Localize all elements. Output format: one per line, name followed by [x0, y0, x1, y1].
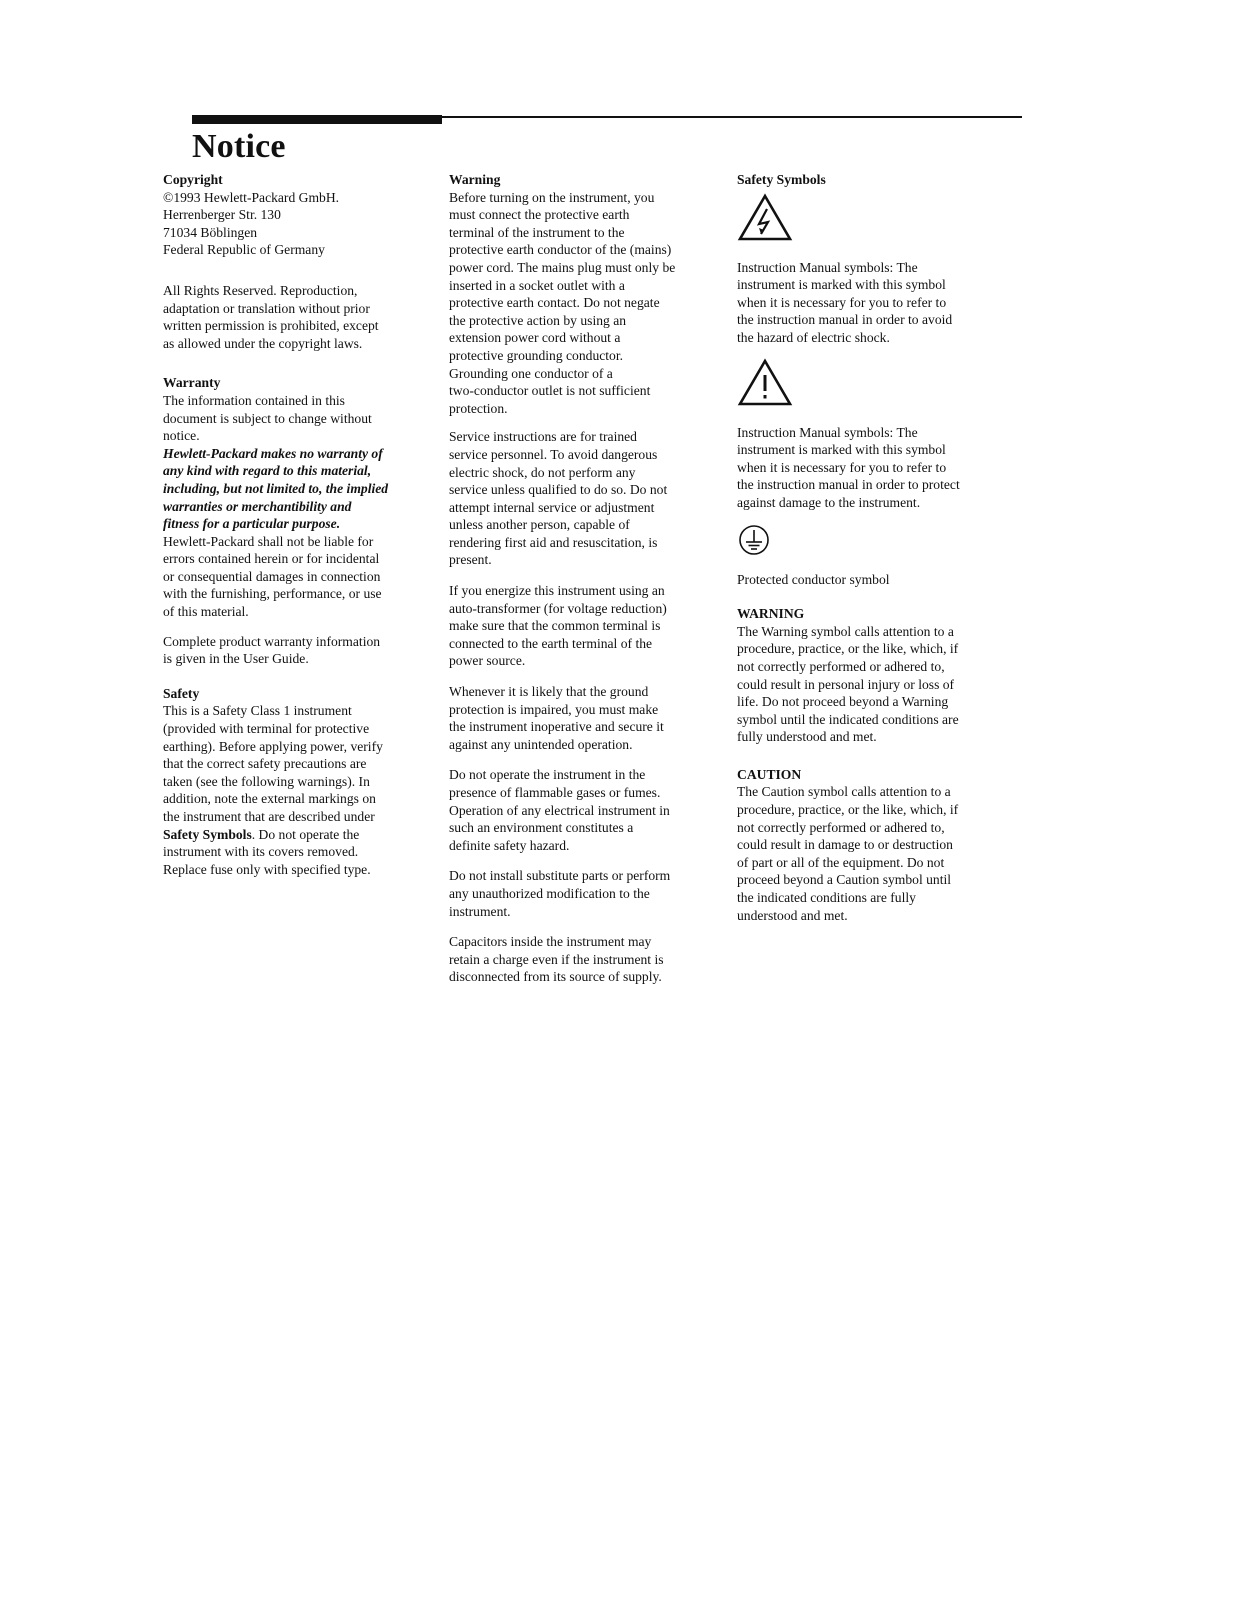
column-right: [737, 171, 1022, 935]
flammable-line: presence of flammable gases or fumes.: [449, 785, 661, 800]
warning-definition-line: The Warning symbol calls attention to a: [737, 623, 954, 639]
service-line: rendering first aid and resuscitation, is: [449, 534, 658, 550]
exclamation-warning-icon: [737, 358, 793, 408]
flammable-line: definite safety hazard.: [449, 837, 570, 853]
warranty-disclaimer-line: any kind with regard to this material,: [163, 463, 372, 479]
shock-symbol-description: [737, 259, 1022, 347]
warranty-disclaimer-line: including, but not limited to, the implied: [163, 480, 389, 496]
warranty-line: Hewlett-Packard shall not be liable for: [163, 533, 374, 549]
caution-definition-section: [737, 766, 1022, 924]
ground-protection-line: the instrument inoperative and secure it: [449, 719, 664, 735]
warning-line: protective earth contact. Do not negate: [449, 295, 660, 311]
warning-definition-line: life. Do not proceed beyond a Warning: [737, 694, 949, 710]
shock-symbol-line: Instruction Manual symbols: The: [737, 259, 918, 275]
safety-line: (provided with terminal for protective: [163, 721, 370, 737]
autotransformer-line: If you energize this instrument using an: [449, 583, 665, 599]
service-line: service personnel. To avoid dangerous: [449, 446, 658, 462]
rights-paragraph: [163, 282, 443, 352]
warranty-info-line: is given in the User Guide.: [163, 651, 309, 667]
warranty-disclaimer-line: Hewlett-Packard makes no warranty of: [163, 445, 383, 461]
warning-section: [449, 171, 734, 417]
page-title: Notice: [192, 128, 286, 165]
address-street: Herrenberger Str. 130: [163, 207, 281, 223]
caution-definition-line: The Caution symbol calls attention to a: [737, 784, 951, 800]
warning-definition-line: fully understood and met.: [737, 729, 877, 745]
autotransformer-line: auto-transformer (for voltage reduction): [449, 600, 667, 616]
ground-symbol-label: [737, 571, 1022, 589]
header-rule-thin: [192, 116, 1022, 118]
warning-definition-line: procedure, practice, or the like, which, if: [737, 641, 959, 657]
caution-symbol-line: against damage to the instrument.: [737, 494, 921, 510]
address-country: Federal Republic of Germany: [163, 242, 325, 258]
address-city: 71034 Böblingen: [163, 224, 258, 240]
warning-definition-line: not correctly performed or adhered to,: [737, 658, 945, 674]
caution-definition-line: could result in damage to or destruction: [737, 837, 953, 853]
service-line: electric shock, do not perform any: [449, 464, 636, 480]
autotransformer-line: make sure that the common terminal is: [449, 618, 661, 634]
substitute-parts-line: instrument.: [449, 903, 511, 919]
caution-definition-line: not correctly performed or adhered to,: [737, 819, 945, 835]
rights-line: written permission is prohibited, except: [163, 318, 379, 334]
rights-line: adaptation or translation without prior: [163, 300, 370, 316]
warranty-line: errors contained herein or for incidental: [163, 551, 380, 567]
caution-definition-heading: CAUTION: [737, 766, 802, 782]
rights-line: as allowed under the copyright laws.: [163, 335, 363, 351]
safety-line: earthing). Before applying power, verify: [163, 738, 383, 754]
column-middle: [449, 171, 734, 997]
autotransformer-paragraph: [449, 582, 734, 670]
warranty-line: The information contained in this: [163, 392, 345, 408]
warning-line: protective grounding conductor.: [449, 347, 624, 363]
copyright-line: ©1993 Hewlett-Packard GmbH.: [163, 189, 340, 205]
warranty-line: document is subject to change without: [163, 410, 372, 426]
copyright-section: [163, 171, 443, 259]
service-paragraph: [449, 428, 734, 569]
safety-line: taken (see the following warnings). In: [163, 773, 370, 789]
safety-line: the instrument that are described under: [163, 809, 375, 824]
ground-protection-paragraph: [449, 683, 734, 753]
capacitors-line: Capacitors inside the instrument may: [449, 934, 652, 950]
shock-symbol-line: when it is necessary for you to refer to: [737, 294, 947, 310]
safety-line: This is a Safety Class 1 instrument: [163, 703, 352, 719]
warning-line: terminal of the instrument to the: [449, 224, 625, 240]
warranty-line: notice.: [163, 428, 200, 444]
caution-symbol-line: instrument is marked with this symbol: [737, 442, 946, 458]
warranty-heading: Warranty: [163, 375, 221, 391]
service-line: service unless qualified to do so. Do not: [449, 482, 668, 498]
flammable-paragraph: [449, 766, 734, 854]
warning-definition-section: [737, 605, 1022, 746]
substitute-parts-line: Do not install substitute parts or perform: [449, 868, 671, 884]
warranty-line: of this material.: [163, 604, 249, 620]
caution-symbol-line: the instruction manual in order to protect: [737, 477, 960, 493]
ground-protection-line: Whenever it is likely that the ground: [449, 684, 649, 700]
rights-line: All Rights Reserved. Reproduction,: [163, 282, 358, 298]
warning-line: protection.: [449, 400, 508, 416]
caution-definition-line: proceed beyond a Caution symbol until: [737, 872, 952, 888]
warranty-info-paragraph: [163, 633, 443, 668]
copyright-heading: Copyright: [163, 172, 223, 187]
service-line: present.: [449, 552, 492, 568]
warranty-disclaimer-line: warranties or merchantibility and: [163, 498, 352, 514]
caution-definition-line: of part or all of the equipment. Do not: [737, 854, 945, 870]
caution-definition-line: procedure, practice, or the like, which, if: [737, 802, 959, 818]
shock-symbol-line: the hazard of electric shock.: [737, 329, 890, 345]
safety-line: instrument with its covers removed.: [163, 844, 359, 860]
warning-line: the protective action by using an: [449, 312, 627, 328]
shock-symbol-line: the instruction manual in order to avoid: [737, 312, 953, 328]
service-line: attempt internal service or adjustment: [449, 499, 655, 515]
safety-line: addition, note the external markings on: [163, 791, 376, 807]
warranty-disclaimer-line: fitness for a particular purpose.: [163, 516, 341, 532]
warranty-line: with the furnishing, performance, or use: [163, 586, 382, 602]
warning-line: power cord. The mains plug must only be: [449, 259, 676, 275]
warning-line: must connect the protective earth: [449, 207, 630, 223]
warning-definition-line: could result in personal injury or loss of: [737, 676, 955, 692]
autotransformer-line: connected to the earth terminal of the: [449, 635, 653, 651]
warranty-info-line: Complete product warranty information: [163, 633, 381, 649]
safety-line: Replace fuse only with specified type.: [163, 861, 371, 877]
safety-line: that the correct safety precautions are: [163, 756, 367, 772]
caution-symbol-line: Instruction Manual symbols: The: [737, 424, 918, 440]
warning-heading: Warning: [449, 172, 501, 187]
caution-symbol-line: when it is necessary for you to refer to: [737, 459, 947, 475]
flammable-line: Operation of any electrical instrument in: [449, 802, 670, 818]
flammable-line: Do not operate the instrument in the: [449, 767, 646, 783]
warranty-line: or consequential damages in connection: [163, 568, 381, 584]
safety-symbols-reference: Safety Symbols: [163, 826, 252, 842]
safety-line-rest: . Do not operate the: [251, 826, 360, 842]
ground-protection-line: protection is impaired, you must make: [449, 701, 659, 717]
electric-shock-warning-icon: [737, 193, 793, 243]
capacitors-paragraph: [449, 933, 734, 986]
caution-symbol-description: [737, 424, 1022, 512]
warning-line: protective earth conductor of the (mains): [449, 242, 672, 258]
capacitors-line: disconnected from its source of supply.: [449, 969, 662, 985]
safety-symbols-heading: Safety Symbols: [737, 172, 826, 187]
warning-line: two-conductor outlet is not sufficient: [449, 383, 651, 399]
warning-line: Before turning on the instrument, you: [449, 189, 655, 205]
service-line: Service instructions are for trained: [449, 429, 637, 445]
safety-heading: Safety: [163, 685, 200, 701]
safety-section: [163, 685, 443, 879]
caution-definition-line: the indicated conditions are fully: [737, 890, 916, 906]
warning-line: Grounding one conductor of a: [449, 365, 613, 381]
capacitors-line: retain a charge even if the instrument is: [449, 951, 664, 967]
ground-symbol-text: Protected conductor symbol: [737, 571, 890, 587]
protective-ground-icon: [737, 523, 771, 557]
warranty-section: [163, 374, 443, 620]
safety-line: [163, 826, 443, 844]
warning-line: inserted in a socket outlet with a: [449, 277, 625, 293]
column-left: [163, 171, 443, 889]
warning-definition-line: symbol until the indicated conditions are: [737, 711, 959, 727]
warning-line: extension power cord without a: [449, 330, 621, 346]
substitute-parts-line: any unauthorized modification to the: [449, 885, 650, 901]
service-line: unless another person, capable of: [449, 517, 630, 533]
autotransformer-line: power source.: [449, 653, 526, 669]
shock-symbol-line: instrument is marked with this symbol: [737, 277, 946, 293]
ground-protection-line: against any unintended operation.: [449, 736, 633, 752]
substitute-parts-paragraph: [449, 867, 734, 920]
warning-definition-heading: WARNING: [737, 606, 805, 622]
caution-definition-line: understood and met.: [737, 907, 848, 923]
flammable-line: such an environment constitutes a: [449, 820, 634, 836]
